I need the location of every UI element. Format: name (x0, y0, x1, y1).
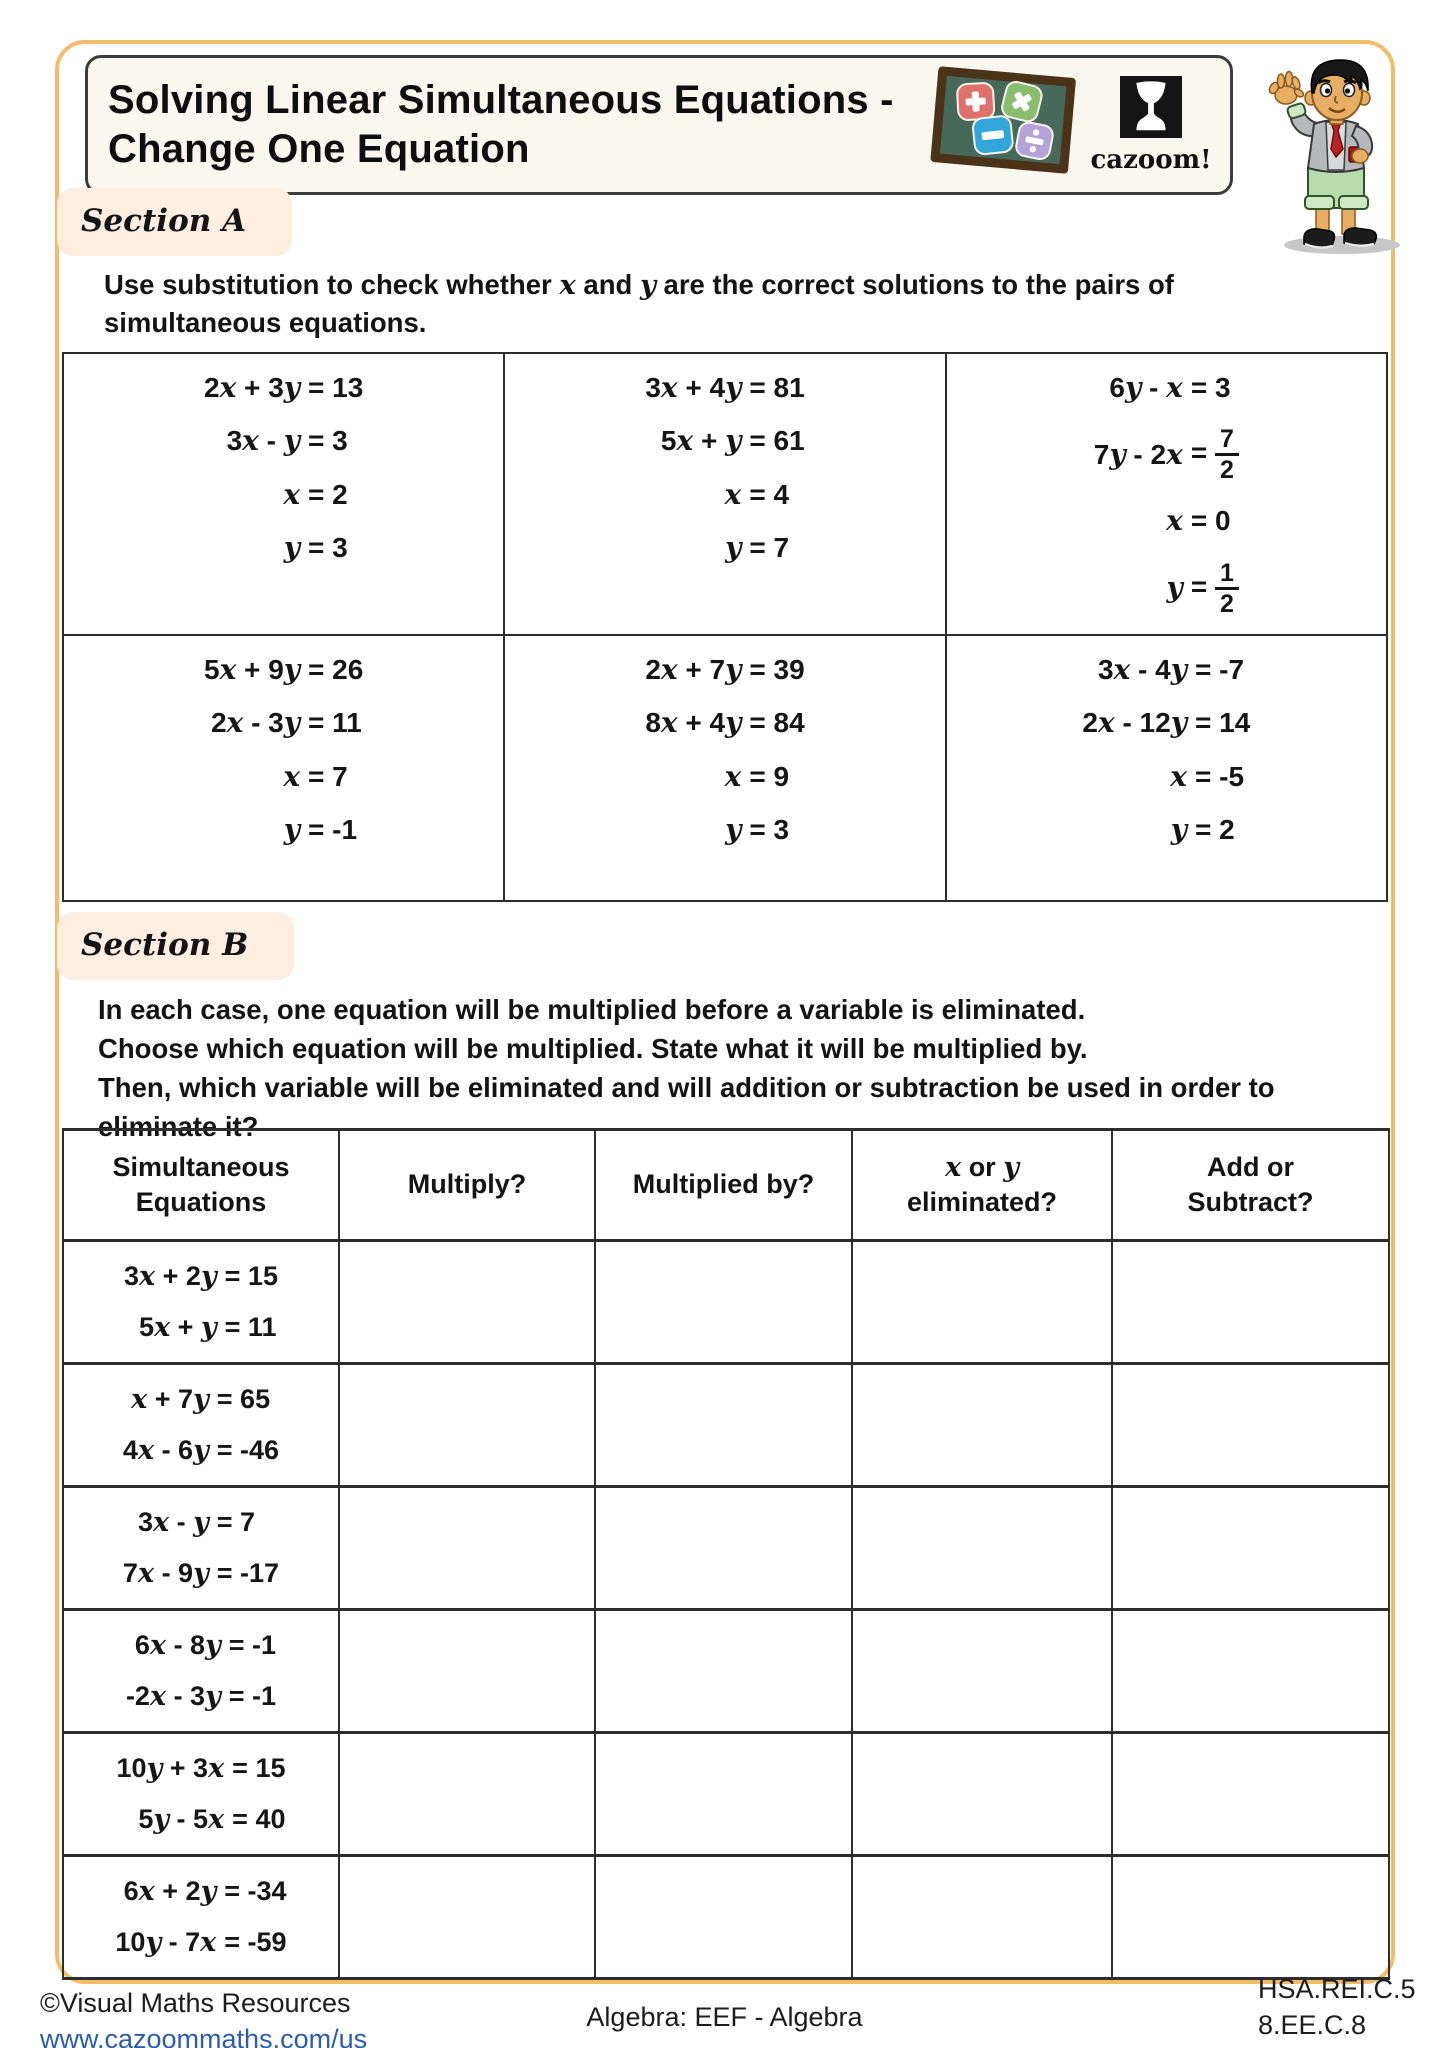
answer-eliminated-row6[interactable] (852, 1856, 1112, 1979)
equation-cell-b5 (63, 1733, 339, 1856)
equation-pair: 2x + 3y = 13 3x - y = 3 x = 2 y = 3 (204, 371, 364, 565)
answer-add-or-subtract-row4[interactable] (1112, 1610, 1389, 1733)
equation-pair: 6x - 8y = -1 -2x - 3y = -1 (125, 1630, 277, 1712)
cazoom-goblet-icon (1120, 76, 1182, 143)
equation-pair: x + 7y = 65 4x - 6y = -46 (122, 1384, 280, 1466)
answer-multiply-row2[interactable] (339, 1364, 595, 1487)
standard-code-2: 8.EE.C.8 (1258, 2009, 1367, 2040)
table-row (63, 1241, 1389, 1364)
answer-eliminated-row5[interactable] (852, 1733, 1112, 1856)
column-header-multiply: Multiply? (339, 1130, 595, 1241)
answer-eliminated-row3[interactable] (852, 1487, 1112, 1610)
answer-add-or-subtract-row6[interactable] (1112, 1856, 1389, 1979)
answer-add-or-subtract-row2[interactable] (1112, 1364, 1389, 1487)
answer-multiplied-by-row6[interactable] (595, 1856, 852, 1979)
answer-add-or-subtract-row3[interactable] (1112, 1487, 1389, 1610)
page-title (108, 76, 914, 174)
answer-multiplied-by-row2[interactable] (595, 1364, 852, 1487)
table-row (63, 1610, 1389, 1733)
section-b-instruction-line1: In each case, one equation will be multiplied before a variable is eliminated. (98, 994, 1086, 1025)
section-b-label: Section B (57, 912, 294, 980)
page-title-line1: Solving Linear Simultaneous Equations - (108, 78, 894, 123)
answer-add-or-subtract-row1[interactable] (1112, 1241, 1389, 1364)
equation-cell-a3 (946, 353, 1387, 635)
section-a-label: Section A (57, 188, 292, 256)
table-row (63, 1364, 1389, 1487)
table-row (63, 1733, 1389, 1856)
student-boy-mascot-icon (1252, 52, 1414, 265)
worksheet-title-box (85, 55, 1233, 195)
equation-cell-b3 (63, 1487, 339, 1610)
equation-pair: 2x + 7y = 39 8x + 4y = 84 x = 9 y = 3 (645, 653, 805, 847)
copyright-text: ©Visual Maths Resources (40, 1988, 351, 2018)
page-title-line2: Change One Equation (108, 127, 530, 171)
equation-cell-a1 (63, 353, 504, 635)
column-header-eliminated: x or y eliminated? (852, 1130, 1112, 1241)
chalkboard-icon (928, 62, 1078, 189)
section-a-table (62, 352, 1388, 902)
footer-topic-text: Algebra: EEF - Algebra (586, 2002, 863, 2032)
table-header-row (63, 1130, 1389, 1241)
table-row (63, 1856, 1389, 1979)
section-a-instructions: Use substitution to check whether x and y are the correct solutions to the pairs of simultaneous equations. (104, 269, 1174, 339)
answer-eliminated-row2[interactable] (852, 1364, 1112, 1487)
answer-multiplied-by-row5[interactable] (595, 1733, 852, 1856)
equation-pair: 3x + 4y = 81 5x + y = 61 x = 4 y = 7 (645, 371, 805, 565)
equation-cell-a6 (946, 635, 1387, 901)
section-b-instructions (98, 990, 1383, 1146)
column-header-multiplied-by: Multiplied by? (595, 1130, 852, 1241)
section-b-instruction-line3: Then, which variable will be eliminated and will addition or subtraction be used in order to eliminate it? (98, 1072, 1275, 1143)
standard-code-1: HSA.REI.C.5 (1258, 1974, 1416, 2004)
equation-pair: 5x + 9y = 26 2x - 3y = 11 x = 7 y = -1 (204, 653, 364, 847)
equation-pair: 3x - y = 7 7x - 9y = -17 (122, 1507, 280, 1589)
cazoom-logo (1092, 76, 1210, 175)
equation-cell-b1 (63, 1241, 339, 1364)
cazoom-logo-text: cazoom! (1090, 144, 1212, 175)
equation-pair: 6x + 2y = -34 10y - 7x = -59 (115, 1876, 287, 1958)
answer-multiplied-by-row1[interactable] (595, 1241, 852, 1364)
answer-multiplied-by-row3[interactable] (595, 1487, 852, 1610)
column-header-simultaneous-equations: Simultaneous Equations (63, 1130, 339, 1241)
section-b-table (62, 1128, 1390, 1980)
equation-pair: 6y - x = 3 7y - 2x = $\frac{7}{2}$ x = 0 y = $\frac{1}{2}$ (1094, 370, 1239, 620)
answer-multiplied-by-row4[interactable] (595, 1610, 852, 1733)
column-header-add-or-subtract: Add or Subtract? (1112, 1130, 1389, 1241)
table-row (63, 1487, 1389, 1610)
answer-eliminated-row1[interactable] (852, 1241, 1112, 1364)
equation-pair: 3x - 4y = -7 2x - 12y = 14 x = -5 y = 2 (1082, 653, 1251, 847)
answer-multiply-row5[interactable] (339, 1733, 595, 1856)
equation-cell-b4 (63, 1610, 339, 1733)
answer-multiply-row4[interactable] (339, 1610, 595, 1733)
answer-multiply-row1[interactable] (339, 1241, 595, 1364)
equation-pair: 10y + 3x = 15 5y - 5x = 40 (116, 1753, 286, 1835)
website-link[interactable]: www.cazoommaths.com/us (40, 2023, 368, 2048)
equation-pair: 3x + 2y = 15 5x + y = 11 (124, 1261, 278, 1343)
answer-multiply-row6[interactable] (339, 1856, 595, 1979)
footer-standards (1258, 1972, 1416, 2043)
equation-cell-a4 (63, 635, 504, 901)
answer-add-or-subtract-row5[interactable] (1112, 1733, 1389, 1856)
equation-cell-b6 (63, 1856, 339, 1979)
section-b-instruction-line2: Choose which equation will be multiplied. State what it will be multiplied by. (98, 1033, 1088, 1065)
answer-eliminated-row4[interactable] (852, 1610, 1112, 1733)
equation-cell-a5 (504, 635, 945, 901)
equation-cell-a2 (504, 353, 945, 635)
equation-cell-b2 (63, 1364, 339, 1487)
answer-multiply-row3[interactable] (339, 1487, 595, 1610)
